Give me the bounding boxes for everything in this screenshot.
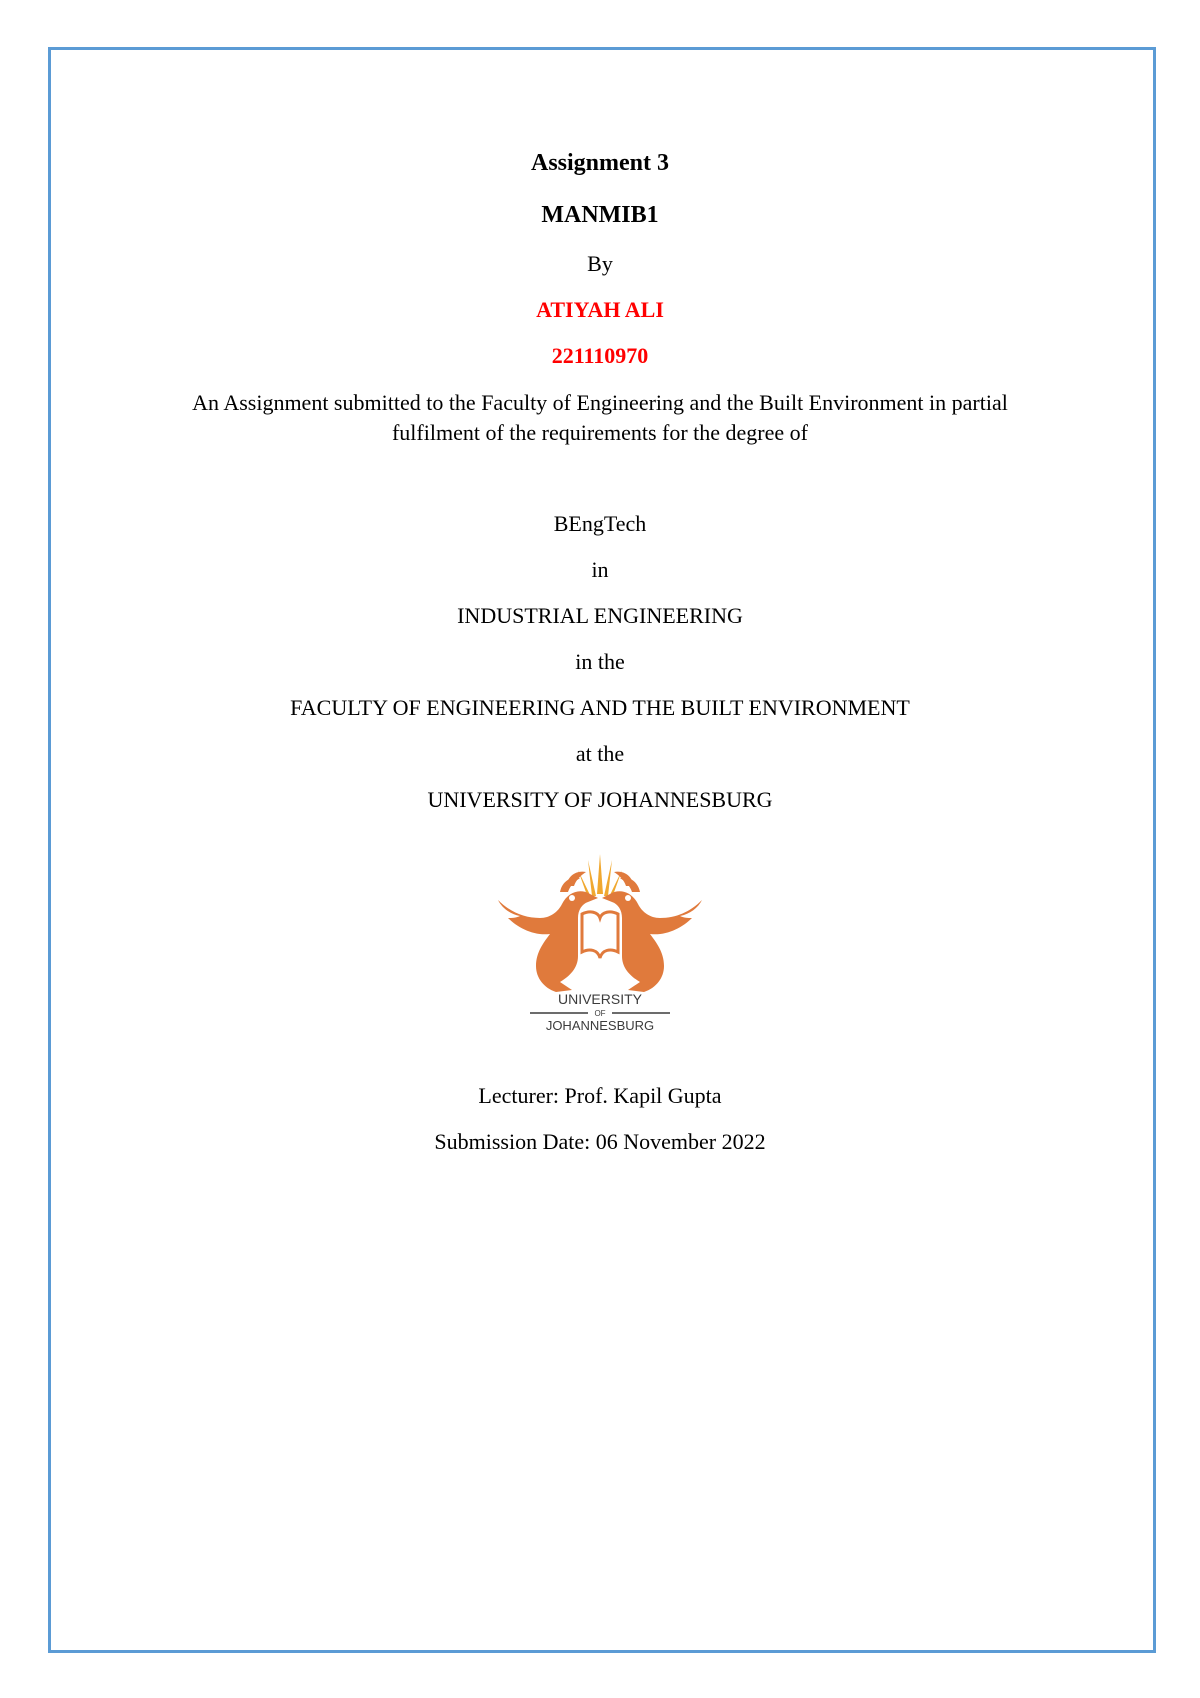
by-label: By [587,251,613,276]
at-the-label: at the [575,741,625,766]
in-label: in [591,557,609,582]
degree: BEngTech [553,511,647,536]
in-the-label: in the [575,649,625,674]
university: UNIVERSITY OF JOHANNESBURG [427,787,773,812]
submission-statement-line1: An Assignment submitted to the Faculty of Engineering and the Built Environment in partial [192,390,1008,415]
module-code: MANMIB1 [541,202,659,228]
university-of-johannesburg-crest-icon [490,852,710,1032]
page-border [48,47,1156,1653]
faculty: FACULTY OF ENGINEERING AND THE BUILT ENVIRONMENT [290,695,910,720]
lecturer: Lecturer: Prof. Kapil Gupta [478,1083,722,1108]
logo-text-line1: UNIVERSITY [557,991,643,1007]
student-number: 221110970 [551,343,649,368]
logo-text-line3: JOHANNESBURG [545,1018,655,1032]
discipline: INDUSTRIAL ENGINEERING [457,603,743,628]
student-name: ATIYAH ALI [536,297,664,322]
assignment-title: Assignment 3 [530,150,669,176]
submission-statement-line2: fulfilment of the requirements for the degree of [391,420,808,445]
submission-date: Submission Date: 06 November 2022 [434,1129,766,1154]
logo-text-line2: OF [594,1009,606,1018]
